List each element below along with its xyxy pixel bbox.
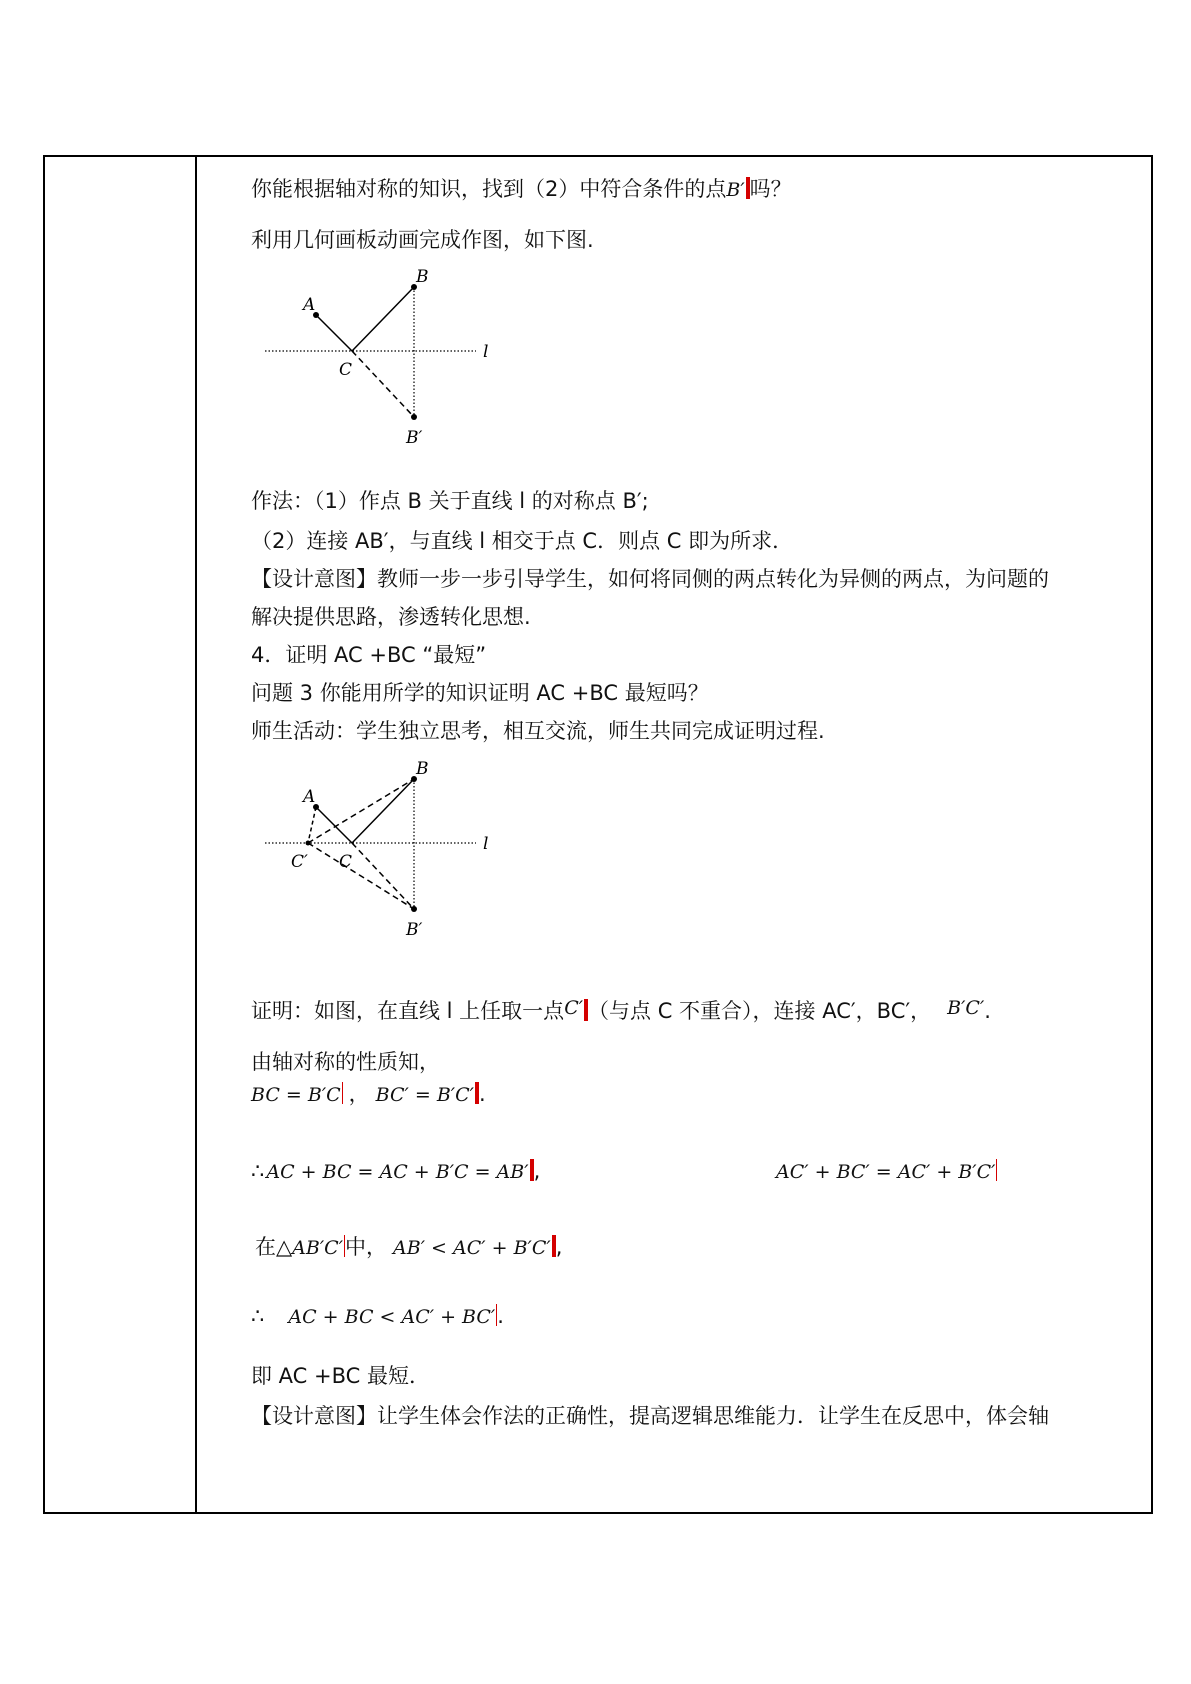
- eq-sum-c-prime: AC′ + BC′ = AC′ + B′C′: [776, 1161, 996, 1183]
- segment-b-prime-c-prime: B′C′: [947, 997, 985, 1019]
- figure-proof-construction: [251, 757, 551, 957]
- teacher-student-activity: 师生活动：学生独立思考，相互交流，师生共同完成证明过程.: [251, 719, 825, 743]
- point-b-prime-2: [411, 906, 417, 912]
- eq-separator: ，: [348, 1082, 370, 1106]
- equation-1: [251, 1082, 486, 1107]
- ineq-final: AC + BC < AC′ + BC′: [288, 1306, 496, 1328]
- question-prompt-text: 你能根据轴对称的知识，找到（2）中符合条件的点: [251, 177, 727, 201]
- design-intent-1b: 解决提供思路，渗透转化思想.: [251, 605, 531, 629]
- label-a-2: A: [303, 787, 316, 807]
- therefore-symbol-2: ∴: [251, 1304, 265, 1328]
- point-b-prime-dot: [411, 414, 417, 420]
- edit-mark: [342, 1082, 343, 1104]
- gsp-instruction: 利用几何画板动画完成作图，如下图.: [251, 228, 594, 252]
- conclusion-shortest: 即 AC +BC 最短．: [251, 1364, 430, 1388]
- label-b-2: B: [416, 759, 429, 779]
- eq-bc-prime-b-prime-c-prime: BC′ = B′C′: [375, 1084, 474, 1106]
- point-b-prime: B′: [726, 179, 745, 201]
- triangle-inequality: [255, 1235, 562, 1260]
- equation-3: [776, 1159, 997, 1184]
- eq-sum-equals-ab-prime: AC + BC = AC + B′C = AB′: [266, 1161, 529, 1183]
- segment-ac-prime: [308, 807, 316, 843]
- question-prompt: [251, 177, 792, 202]
- proof-statement: [251, 997, 991, 1024]
- in-triangle-text: 在△: [255, 1235, 293, 1259]
- segment-ac: [316, 315, 352, 351]
- segment-cb-prime: [352, 351, 414, 417]
- proof-text-a: 证明：如图，在直线 l 上任取一点: [251, 999, 565, 1023]
- eq1-end: .: [478, 1082, 486, 1106]
- label-c-prime: C′: [291, 852, 308, 872]
- segment-cb: [352, 287, 414, 351]
- point-c-prime-text: C′: [564, 997, 584, 1019]
- design-intent-2: 【设计意图】让学生体会作法的正确性，提高逻辑思维能力．让学生在反思中，体会轴: [251, 1404, 1049, 1428]
- proof-end: .: [984, 999, 991, 1023]
- therefore-symbol-1: ∴: [251, 1159, 265, 1183]
- eq2-end: ,: [533, 1159, 541, 1183]
- method-step-2: （2）连接 AB′，与直线 l 相交于点 C．则点 C 即为所求．: [251, 529, 794, 553]
- design-intent-1a: 【设计意图】教师一步一步引导学生，如何将同侧的两点转化为异侧的两点，为问题的: [251, 567, 1049, 591]
- label-c-2: C: [339, 852, 353, 872]
- label-c: C: [339, 360, 353, 380]
- point-c-prime: [306, 841, 311, 846]
- eq-bc-b-prime-c: BC = B′C: [251, 1084, 341, 1106]
- label-l-2: l: [483, 834, 489, 854]
- section-4-heading: 4．证明 AC +BC “最短”: [251, 643, 487, 667]
- label-b-prime: B′: [406, 428, 423, 448]
- in-triangle-end: 中，: [345, 1235, 388, 1259]
- ineq1-end: ,: [555, 1235, 563, 1259]
- figure-reflection-construction: [251, 265, 551, 465]
- symmetry-property: 由轴对称的性质知，: [251, 1050, 440, 1074]
- label-l: l: [483, 342, 489, 362]
- label-b: B: [416, 267, 429, 287]
- edit-mark: [996, 1159, 997, 1181]
- column-divider: [195, 157, 197, 1512]
- lesson-table: [43, 155, 1153, 1514]
- method-step-1: 作法：（1）作点 B 关于直线 l 的对称点 B′;: [251, 489, 649, 513]
- question-prompt-end: 吗？: [749, 177, 792, 201]
- question-3: 问题 3 你能用所学的知识证明 AC +BC 最短吗？: [251, 681, 709, 705]
- conclusion-inequality: [251, 1304, 504, 1329]
- proof-text-b: （与点 C 不重合），连接 AC′，BC′，: [588, 999, 932, 1023]
- triangle-ab-prime-c-prime: AB′C′: [292, 1237, 344, 1259]
- equation-2: [251, 1159, 540, 1184]
- ineq2-end: .: [497, 1304, 504, 1328]
- label-b-prime-2: B′: [406, 920, 423, 940]
- label-a: A: [303, 295, 316, 315]
- segment-ac-2: [316, 807, 352, 843]
- ineq-ab-prime: AB′ < AC′ + B′C′: [393, 1237, 551, 1259]
